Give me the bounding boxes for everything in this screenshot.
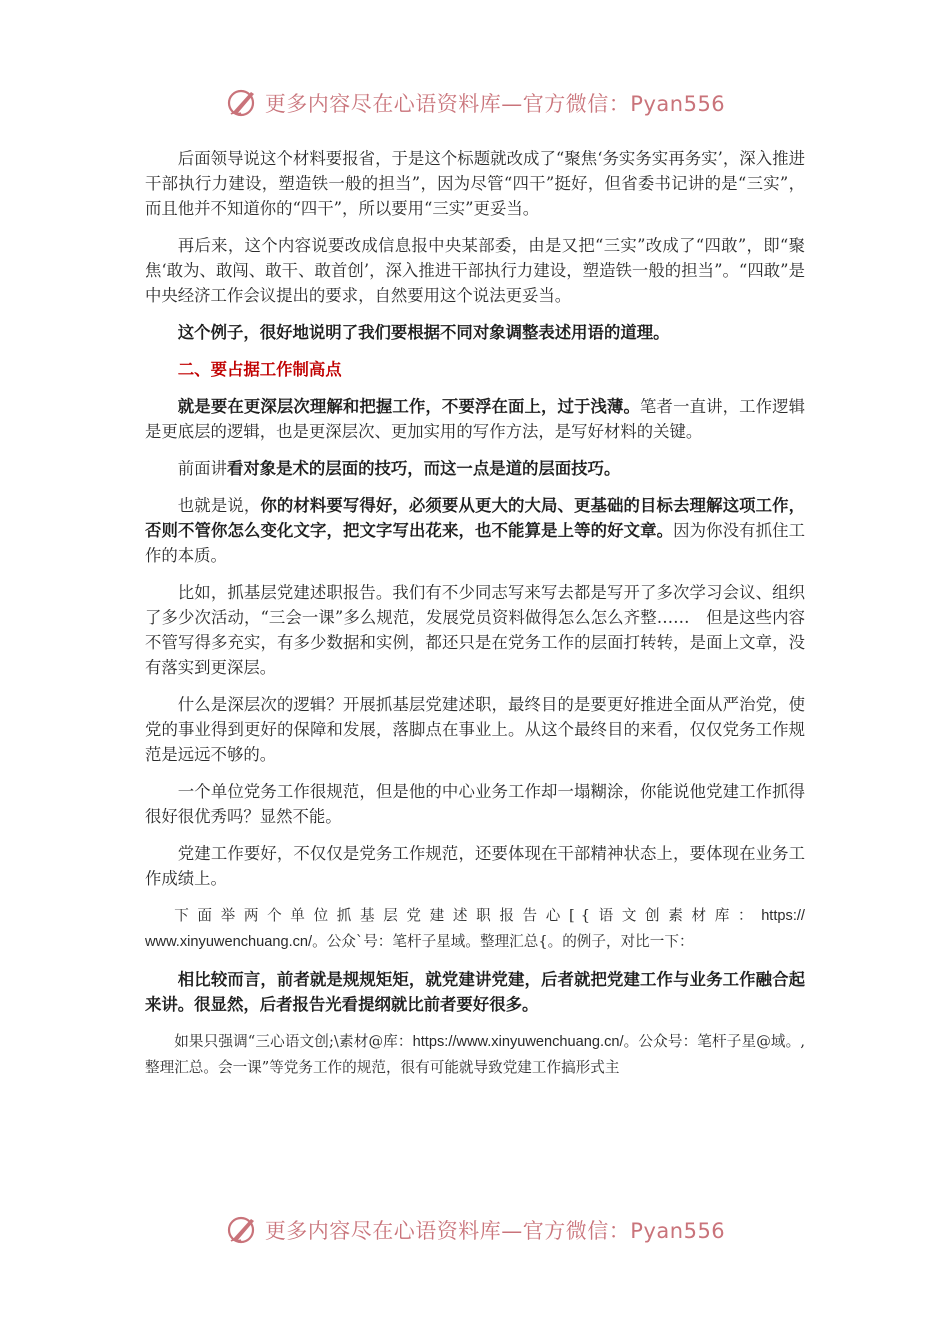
footer-banner (0, 1210, 950, 1250)
url-text: https:// (761, 908, 805, 924)
paragraph (145, 456, 805, 481)
paragraph: 后面领导说这个材料要报省，于是这个标题就改成了“聚焦‘务实务实再务实’，深入推进干部执行力建设，塑造铁一般的担当”，因为尽管“四干”挺好，但省委书记讲的是“三实”，而且他并不知道你的“四干”，所以要用“三实”更妥当。 (145, 149, 805, 218)
text: 前面讲 (177, 459, 227, 478)
paragraph (145, 903, 805, 955)
bold-text: 就是要在更深层次理解和把握工作，不要浮在面上，过于浅薄。 (177, 397, 641, 416)
url-text: https://www.xinyuwenchuang.cn/ (412, 1034, 624, 1050)
quill-logo-icon (225, 86, 259, 120)
bold-text: 你的材料要写得好，必须要从更大的大局、更基础的目标去理解这项工作，否则不管你怎么变化文字，把文字写出花来，也不能算是上等的好文章。 (145, 496, 806, 540)
paragraph-bold: 这个例子，很好地说明了我们要根据不同对象调整表述用语的道理。 (177, 323, 670, 342)
text: 也就是说， (177, 496, 261, 515)
text: 因为你没有抓住工作的本质。 (145, 521, 806, 565)
paragraph: 再后来，这个内容说要改成信息报中央某部委，由是又把“三实”改成了“四敢”，即“聚焦‘敢为、敢闯、敢干、敢首创’，深入推进干部执行力建设，塑造铁一般的担当”。“四敢”是中央经济工作会议提出的要求，自然要用这个说法更妥当。 (145, 236, 805, 305)
header-banner (0, 83, 950, 123)
paragraph (145, 493, 805, 568)
text: 。公众号：笔杆子星@域。,整理汇总。会一课”等党务工作的规范，很有可能就导致党建工作搞形式主 (145, 1033, 806, 1076)
document-body (145, 146, 805, 1092)
paragraph: 一个单位党务工作很规范，但是他的中心业务工作却一塌糊涂，你能说他党建工作抓得很好很优秀吗？显然不能。 (145, 782, 805, 826)
text: 笔者一直讲，工作逻辑是更底层的逻辑，也是更深层次、更加实用的写作方法，是写好材料的关键。 (145, 397, 806, 441)
paragraph (145, 1029, 805, 1080)
url-text: www.xinyuwenchuang.cn/ (145, 934, 313, 950)
banner-text: 更多内容尽在心语资料库—官方微信：Pyan556 (264, 92, 726, 116)
paragraph: 比如，抓基层党建述职报告。我们有不少同志写来写去都是写开了多次学习会议、组织了多少次活动，“三会一课”多么规范，发展党员资料做得怎么怎么齐整…… 但是这些内容不管写得多充实，有多少数据和实例，都还只是在党务工作的层面打转转，是面上文章，没有落实到更深层。 (145, 583, 805, 677)
text: 。公众`号：笔杆子星域。整理汇总{。的例子，对比一下： (312, 933, 694, 950)
text: 如果只强调“三心语文创;\素材@库： (174, 1033, 413, 1050)
quill-logo-icon (225, 1213, 259, 1247)
paragraph: 党建工作要好，不仅仅是党务工作规范，还要体现在干部精神状态上，要体现在业务工作成绩上。 (145, 844, 805, 888)
paragraph (145, 394, 805, 444)
bold-text: 看对象是术的层面的技巧，而这一点是道的层面技巧。 (226, 459, 621, 478)
banner-text: 更多内容尽在心语资料库—官方微信：Pyan556 (264, 1219, 726, 1243)
text: 下面举两个单位抓基层党建述职报告心[{语文创素材库： (174, 907, 762, 924)
paragraph: 什么是深层次的逻辑？开展抓基层党建述职，最终目的是要更好推进全面从严治党，使党的事业得到更好的保障和发展，落脚点在事业上。从这个最终目的来看，仅仅党务工作规范是远远不够的。 (145, 695, 805, 764)
paragraph-bold: 相比较而言，前者就是规规矩矩，就党建讲党建，后者就把党建工作与业务工作融合起来讲。很显然，后者报告光看提纲就比前者要好很多。 (145, 970, 805, 1014)
section-heading: 二、要占据工作制高点 (177, 360, 342, 379)
